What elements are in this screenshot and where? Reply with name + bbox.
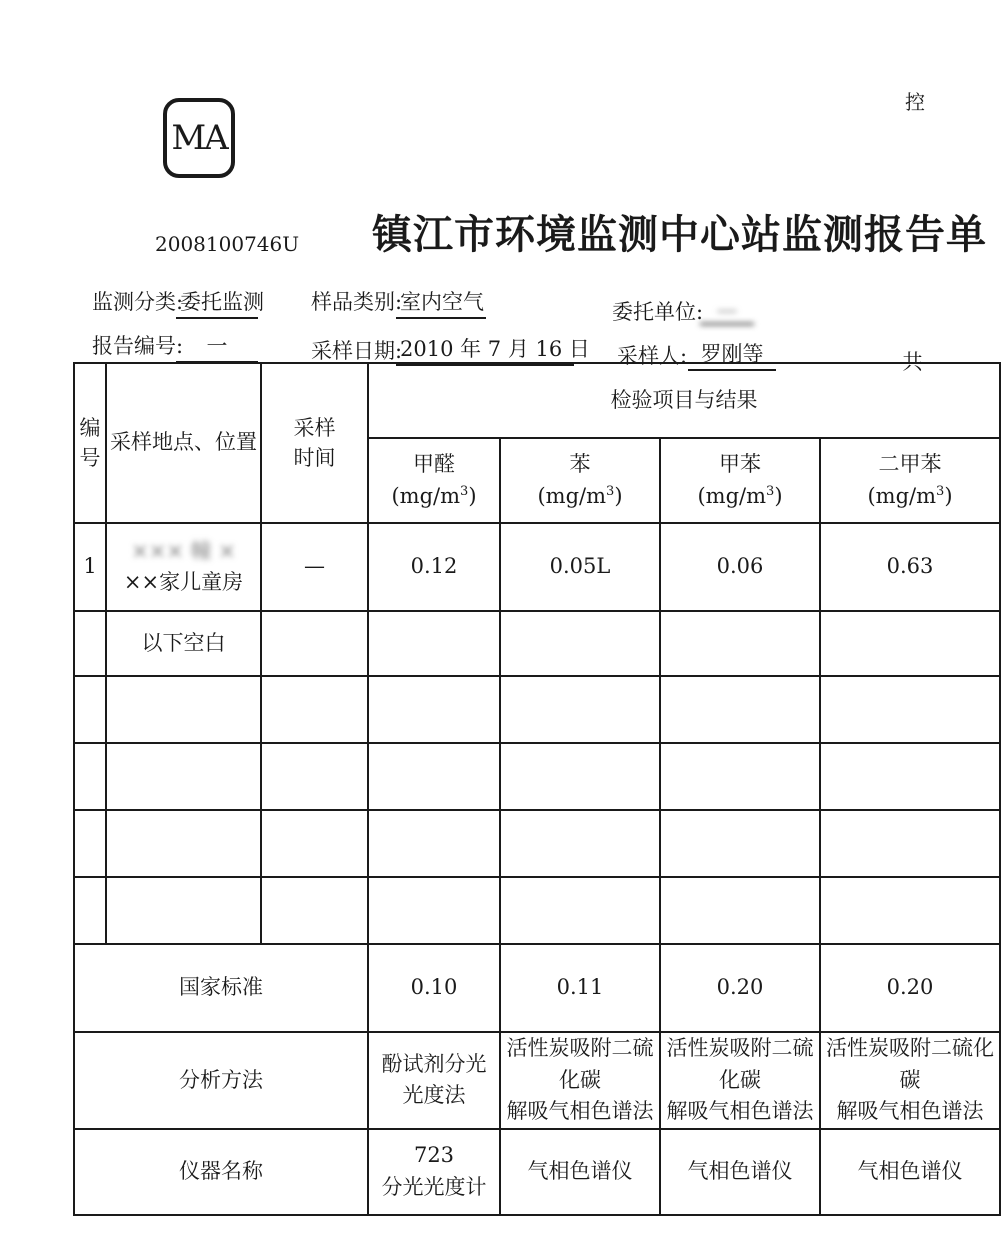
sampling-date-label: 采样日期:: [311, 339, 403, 363]
method-formaldehyde: 酚试剂分光 光度法: [368, 1032, 500, 1129]
row1-value-xylene: 0.63: [820, 523, 1000, 611]
results-table: [73, 362, 1001, 1216]
instrument-formaldehyde: 723 分光光度计: [368, 1129, 500, 1215]
corner-text: 控: [905, 90, 925, 114]
row1-time: —: [261, 523, 368, 611]
table-row: [74, 676, 1000, 743]
category-label: 监测分类:: [92, 290, 184, 314]
client-label: 委托单位:: [612, 300, 704, 324]
row1-value-formaldehyde: 0.12: [368, 523, 500, 611]
item-header-xylene: 二甲苯 $(mg/m^3)$: [820, 438, 1000, 523]
col-header-no: 编 号: [74, 363, 106, 523]
standard-toluene: 0.20: [660, 944, 820, 1032]
sample-type-value: 室内空气: [396, 286, 486, 319]
row1-value-benzene: 0.05L: [500, 523, 660, 611]
row1-no: 1: [74, 523, 106, 611]
blank-note: 以下空白: [106, 611, 261, 676]
sampler-label: 采样人:: [617, 344, 688, 368]
method-label: 分析方法: [74, 1032, 368, 1129]
instrument-toluene: 气相色谱仪: [660, 1129, 820, 1215]
standard-formaldehyde: 0.10: [368, 944, 500, 1032]
page-total-label: 共: [902, 350, 923, 374]
col-header-group: 检验项目与结果: [368, 363, 1000, 438]
standard-row: [74, 944, 1000, 1032]
results-table-wrap: [73, 362, 994, 1199]
logo-text: MA: [171, 118, 227, 158]
instrument-xylene: 气相色谱仪: [820, 1129, 1000, 1215]
client-value: —: [700, 298, 754, 325]
item-header-formaldehyde: 甲醛 $(mg/m^3)$: [368, 438, 500, 523]
method-xylene: 活性炭吸附二硫化碳 解吸气相色谱法: [820, 1032, 1000, 1129]
table-row: [74, 810, 1000, 877]
col-header-location: 采样地点、位置: [106, 363, 261, 523]
item-header-toluene: 甲苯 $(mg/m^3)$: [660, 438, 820, 523]
row1-location: ××× 幢 × ××家儿童房: [106, 523, 261, 611]
table-row: [74, 523, 1000, 611]
method-toluene: 活性炭吸附二硫化碳 解吸气相色谱法: [660, 1032, 820, 1129]
standard-benzene: 0.11: [500, 944, 660, 1032]
sampling-date-value: 2010 年 7 月 16 日: [396, 333, 574, 366]
page-title: 镇江市环境监测中心站监测报告单: [372, 212, 987, 258]
cma-logo: [163, 98, 235, 178]
sample-type-label: 样品类别:: [311, 290, 403, 314]
method-row: [74, 1032, 1000, 1129]
instrument-label: 仪器名称: [74, 1129, 368, 1215]
report-no-label: 报告编号:: [92, 334, 184, 358]
report-no-value: 一: [176, 330, 258, 363]
table-row: [74, 611, 1000, 676]
table-row: [74, 743, 1000, 810]
row1-value-toluene: 0.06: [660, 523, 820, 611]
instrument-benzene: 气相色谱仪: [500, 1129, 660, 1215]
standard-xylene: 0.20: [820, 944, 1000, 1032]
category-value: 委托监测: [176, 286, 258, 319]
instrument-row: [74, 1129, 1000, 1215]
col-header-time: 采样 时间: [261, 363, 368, 523]
table-row: [74, 877, 1000, 944]
sampler-value: 罗刚等: [688, 338, 776, 371]
report-code: 2008100746U: [155, 232, 300, 256]
item-header-benzene: 苯 $(mg/m^3)$: [500, 438, 660, 523]
standard-label: 国家标准: [74, 944, 368, 1032]
method-benzene: 活性炭吸附二硫化碳 解吸气相色谱法: [500, 1032, 660, 1129]
